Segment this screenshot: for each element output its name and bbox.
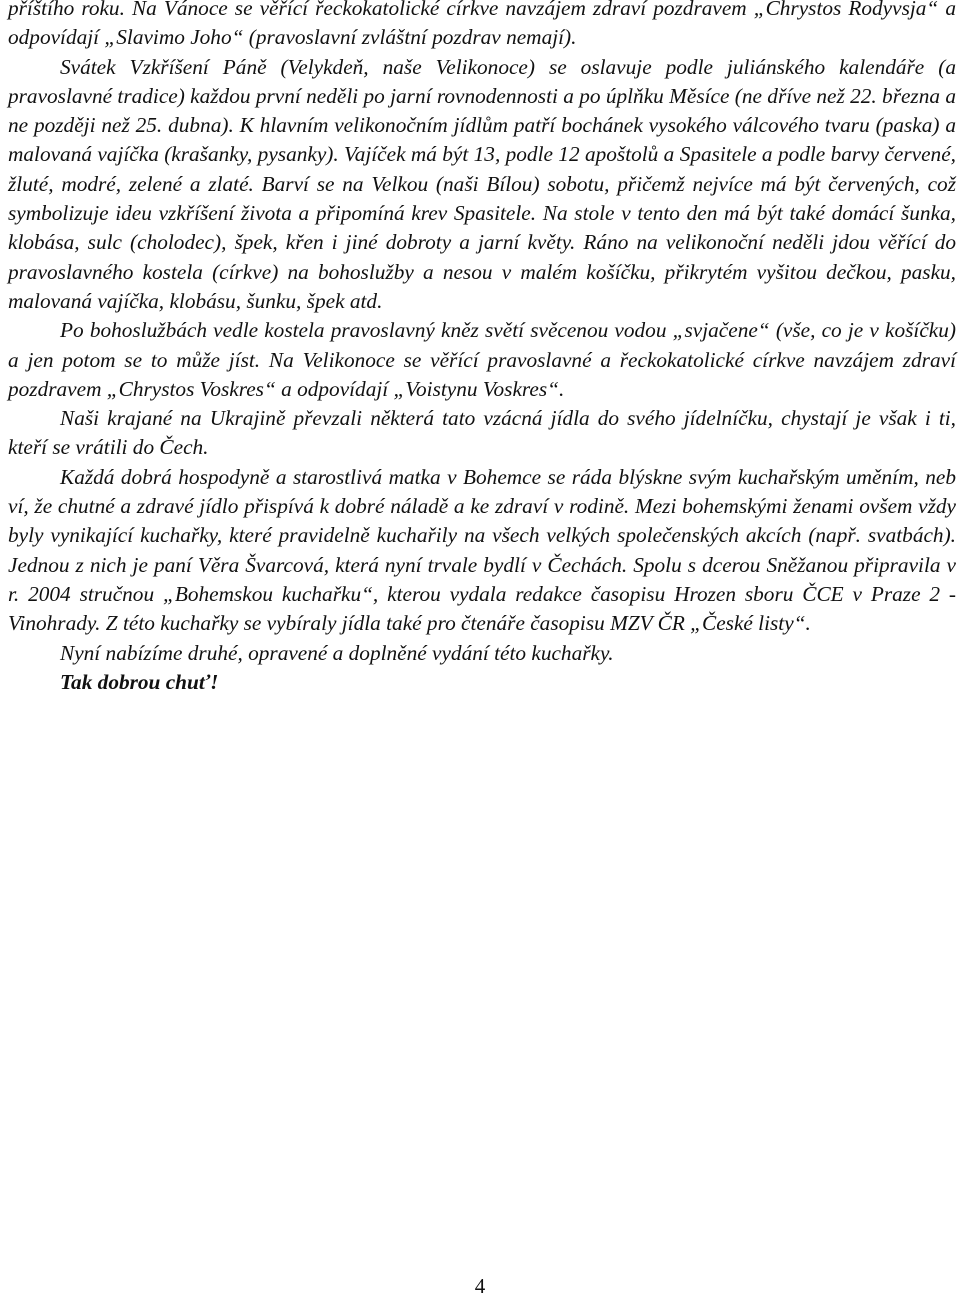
closing-wish: Tak dobrou chuť! bbox=[60, 669, 219, 694]
paragraph-compatriots: Naši krajané na Ukrajině převzali některá tato vzácná jídla do svého jídelníčku, chystají je však i ti, kteří se vrátili do Čech. bbox=[8, 406, 956, 460]
document-page bbox=[8, 0, 956, 697]
paragraph-cookbook-history: Každá dobrá hospodyně a starostlivá matka v Bohemce se ráda blýskne svým kuchařským uměním, neb ví, že chutné a zdravé jídlo přispívá k dobré náladě a ke zdraví v rodině. Mezi bohemskými ženami ovšem vždy byly vynikající kuchařky, které pravidelně kuchařily na všech velkých společenských akcích (např. svatbách). Jednou z nich je paní Věra Švarcová, která nyní trvale bydlí v Čechách. Spolu s dcerou Sněžanou připravila v r. 2004 stručnou „Bohemskou kuchařku“, kterou vydala redakce časopisu Hrozen sboru ČCE v Praze 2 - Vinohrady. Z této kuchařky se vybíraly jídla také pro čtenáře časopisu MZV ČR „České listy“. bbox=[8, 464, 956, 636]
paragraph-christmas-greeting: příštího roku. Na Vánoce se věřící řeckokatolické církve navzájem zdraví pozdravem „Chrystos Rodyvsja“ a odpovídají „Slavimo Joho“ (pravoslavní zvláštní pozdrav nemají). bbox=[8, 0, 956, 50]
page-number: 4 bbox=[474, 1274, 486, 1298]
paragraph-second-edition: Nyní nabízíme druhé, opravené a doplněné vydání této kuchařky. bbox=[60, 640, 614, 665]
paragraph-easter-blessing: Po bohoslužbách vedle kostela pravoslavný kněz světí svěcenou vodou „svjačene“ (vše, co je v košíčku) a jen potom se to může jíst. Na Velikonoce se věřící pravoslavné a řeckokatolické církve navzájem zdraví pozdravem „Chrystos Voskres“ a odpovídají „Voistynu Voskres“. bbox=[8, 318, 956, 401]
paragraph-easter-traditions: Svátek Vzkříšení Páně (Velykdeň, naše Velikonoce) se oslavuje podle juliánského kalendáře (a pravoslavné tradice) každou první neděli po jarní rovnodennosti a po úplňku Měsíce (ne dříve než 22. března a ne později než 25. dubna). K hlavním velikonočním jídlům patří bochánek vysokého válcového tvaru (paska) a malovaná vajíčka (krašanky, pysanky). Vajíček má být 13, podle 12 apoštolů a Spasitele a podle barvy červené, žluté, modré, zelené a zlaté. Barví se na Velkou (naši Bílou) sobotu, přičemž nejvíce má být červených, což symbolizuje ideu vzkříšení života a připomíná krev Spasitele. Na stole v tento den má být také domácí šunka, klobása, sulc (cholodec), špek, křen i jiné dobroty a jarní květy. Ráno na velikonoční neděli jdou věřící do pravoslavného kostela (církve) na bohoslužby a nesou v malém košíčku, přikrytém vyšitou dečkou, pasku, malovaná vajíčka, klobásu, šunku, špek atd. bbox=[8, 54, 956, 313]
